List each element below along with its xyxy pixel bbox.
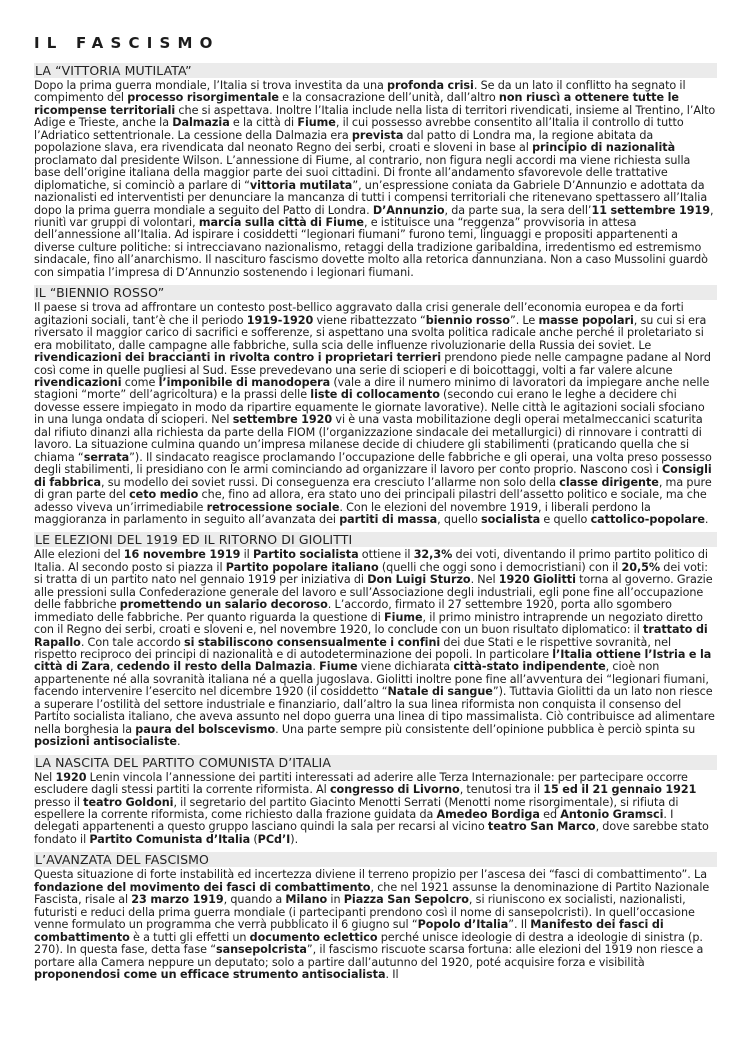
body-text: ”, un’espressione coniata da Gabriele D’Annunzio e adottata da nazionalisti ed interventisti per denunciare la mancanza di tutti i compensi territoriali che ritenevano spettassero all’Italia dopo la prima guerra mondiale a seguito del Patto di Londra. — [34, 178, 708, 217]
bold-text: Milano — [285, 893, 328, 907]
body-text: , ma pure di gran parte del — [34, 475, 712, 502]
section-body — [34, 772, 717, 847]
bold-text: D’Annunzio — [372, 203, 445, 217]
body-text: ”. Il — [508, 918, 531, 932]
bold-text: proponendosi come un efficace strumento antisocialista — [34, 968, 386, 981]
body-text: . Nel — [470, 573, 499, 587]
body-text: . Se da un lato il conflitto ha segnato il compimento del — [34, 79, 686, 105]
bold-text: città-stato indipendente — [453, 660, 606, 674]
body-text: viene dichiarata — [357, 660, 454, 674]
body-text: torna al governo. Grazie alle pressioni sulla Confederazione generale del lavoro e sull’Associazione degli industriali, egli pone fine all’occupazione delle fabbriche — [34, 573, 713, 612]
bold-text: non riuscì a ottenere tutte le ricompense territoriali — [34, 91, 679, 117]
sections-container — [34, 63, 717, 981]
body-text: in — [327, 893, 344, 907]
bold-text: 11 settembre 1919 — [591, 203, 710, 217]
body-text: perché unisce ideologie di destra a ideologie di sinistra (p. 270). In questa fase, detta fase “ — [34, 930, 703, 957]
bold-text: posizioni antisocialiste — [34, 735, 177, 749]
body-text: . — [312, 660, 320, 674]
section — [34, 852, 717, 981]
section — [34, 755, 717, 847]
bold-text: promettendo un salario decoroso — [119, 598, 328, 612]
bold-text: l’Italia ottiene l’Istria e la città di Zara — [34, 648, 712, 674]
bold-text: socialista — [480, 512, 541, 526]
bold-text: cedendo il resto della Dalmazia — [116, 660, 313, 674]
body-text: e la consacrazione dell’unità, dall’altro — [278, 91, 499, 105]
body-text: ”, il fascismo riscuote scarsa fortuna: alle elezioni del 1919 non riesce a portare alla Camera neppure un deputato; solo a partire dall’autunno del 1920, poté acquisire forza e visibilità — [34, 943, 704, 969]
bold-text: Popolo d’Italia — [417, 918, 509, 932]
bold-text: Partito popolare italiano — [225, 560, 379, 574]
body-text: prendono piede nelle campagne padane al Nord così come in quelle pugliesi al Sud. Esse prevedevano una serie di scioperi e di boicottaggi, volti a far valere alcune — [34, 351, 711, 377]
body-text: e la città di — [229, 116, 298, 130]
bold-text: serrata — [83, 450, 130, 464]
body-text: Questa situazione di forte instabilità ed incertezza diviene il terreno propizio per l’ascesa dei “fasci di combattimento”. La — [34, 868, 708, 882]
document-page — [34, 34, 717, 987]
bold-text: Fiume — [319, 660, 358, 674]
body-text: ottiene il — [358, 548, 414, 562]
bold-text: paura del bolscevismo — [135, 722, 276, 736]
section-heading: IL “BIENNIO ROSSO” — [34, 285, 717, 300]
document-title: IL FASCISMO — [34, 34, 220, 52]
body-text: , quando a — [223, 893, 286, 907]
bold-text: fondazione del movimento dei fasci di combattimento — [34, 880, 371, 894]
bold-text: profonda crisi — [387, 79, 474, 92]
bold-text: 15 ed il 21 gennaio 1921 — [543, 783, 697, 797]
body-text: Dopo la prima guerra mondiale, l’Italia si trova investita da una — [34, 79, 388, 92]
bold-text: l’imponibile di manodopera — [158, 375, 331, 389]
body-text: ”). Tuttavia Giolitti da un lato non riesce a superare l’ostilità del settore industriale e finanziario, dall’altro la sua linea riformista non conquista il consenso del Partito socialista italiano, che aveva assunto nel dopo guerra una linea di tipo massimalista. Ciò contribuisce ad alimentare nella borghesia la — [34, 685, 715, 736]
bold-text: teatro San Marco — [487, 820, 596, 834]
body-text: , riunitì var gruppi di volontari, — [34, 203, 714, 229]
body-text: . L’accordo, firmato il 27 settembre 1920, porta allo sgombero immediato delle fabbriche. Per quanto riguarda la questione di — [34, 598, 672, 624]
body-text: . Con tale accordo — [80, 635, 184, 649]
body-text: (vale a dire il numero minimo di lavoratori da impiegare anche nelle stagioni “morte” dell’agricoltura) e la prassi delle — [34, 375, 710, 402]
section-heading: LA NASCITA DEL PARTITO COMUNISTA D’ITALIA — [34, 755, 717, 770]
body-text: , tenutosi tra il — [459, 783, 544, 797]
body-text: , cioè non appartenente né alla sovranità italiana né a quella jugoslava. Giolitti inoltre pone fine all’avventura dei “legionari fiumani, facendo intervenire l’esercito nel dicembre 1920 (il cosiddetto “ — [34, 660, 709, 699]
body-text: , il primo ministro intraprende un negoziato diretto con il Regno dei serbi, croati e sloveni e, nel novembre 1920, lo conclude con un buon risultato diplomatico: il — [34, 610, 703, 637]
body-text: . — [176, 735, 181, 749]
section-body — [34, 302, 717, 526]
bold-text: masse popolari — [538, 313, 634, 327]
section-heading: LE ELEZIONI DEL 1919 ED IL RITORNO DI GIOLITTI — [34, 532, 717, 547]
body-text: , quello — [437, 512, 481, 526]
bold-text: ceto medio — [129, 488, 199, 502]
section-body — [34, 869, 717, 981]
body-text: presso il — [34, 795, 84, 809]
body-text: proclamato dal presidente Wilson. L’annessione di Fiume, al contrario, non figura negli accordi ma viene richiesta sulla base dell’origine italiana della maggior parte dei suoi cittadini. Di fronte all’andamento sfavorevole delle trattative diplomatiche, si cominciò a parlare di “ — [34, 153, 691, 192]
bold-text: 32,3% — [413, 548, 453, 562]
body-text: , si riuniscono ex socialisti, nazionalisti, futuristi e reduci della prima guerra mondiale (i partecipanti prendono così il nome di sansepolcristi). In quell’occasione venne formulato un programma che verrà pubblicato il 6 giugno sul “ — [34, 893, 695, 932]
bold-text: Manifesto dei fasci di combattimento — [34, 918, 664, 944]
section — [34, 285, 717, 526]
body-text: ed — [539, 808, 561, 822]
bold-text: 20,5% — [621, 560, 661, 574]
bold-text: 16 novembre 1919 — [123, 548, 241, 562]
body-text: Nel — [34, 770, 56, 784]
body-text: , il segretario del partito Giacinto Menotti Serrati (Menotti nome risorgimentale), si rifiuta di espellere la corrente riformista, come richiesto dalla frazione guidata da — [34, 795, 679, 822]
section — [34, 63, 717, 279]
body-text: viene ribattezzato “ — [313, 313, 426, 327]
body-text: , il cui possesso avrebbe consentito all’Italia il controllo di tutto l’Adriatico settentrionale. La cessione della Dalmazia era — [34, 116, 684, 142]
body-text: che si aspettava. Inoltre l’Italia include nella lista di territori rivendicati, insieme al Trentino, l’Alto Adige e Trieste, anche la — [34, 103, 716, 130]
section-heading: L’AVANZATA DEL FASCISMO — [34, 852, 717, 867]
bold-text: Consigli di fabbrica — [34, 463, 712, 489]
bold-text: retrocessione sociale — [206, 500, 340, 514]
bold-text: 23 marzo 1919 — [131, 893, 224, 907]
bold-text: processo risorgimentale — [127, 91, 279, 105]
bold-text: 1920 Giolitti — [498, 573, 576, 587]
bold-text: congresso di Livorno — [329, 783, 460, 797]
bold-text: Don Luigi Sturzo — [367, 573, 471, 587]
bold-text: Natale di sangue — [387, 685, 493, 699]
body-text: Alle elezioni del — [34, 548, 124, 562]
body-text: , su modello dei soviet russi. Di conseguenza era cresciuto l’allarme non solo della — [100, 475, 560, 489]
bold-text: prevista — [351, 128, 404, 142]
body-text: . Il — [385, 968, 399, 981]
bold-text: teatro Goldoni — [83, 795, 174, 809]
body-text: il — [240, 548, 253, 562]
bold-text: principio di nazionalità — [532, 141, 676, 155]
body-text: ( — [250, 832, 258, 846]
body-text: . Una parte sempre più consistente dell’opinione pubblica è perciò spinta su — [275, 722, 696, 736]
bold-text: 1920 — [55, 770, 87, 784]
body-text: , — [109, 660, 117, 674]
body-text: , e istituisce una “reggenza” provvisoria in attesa dell’annessione all’Italia. Ad ispirare i cosiddetti “legionari fiumani” furono temi, linguaggi e propositi appartenenti a diverse culture politiche: si intrecciavano nazionalismo, retaggi della tradizione garibaldina, irredentismo ed estremismo sindacale, fino all’anarchismo. Il nascituro fascismo dovette molto alla retorica dannunziana. Non a caso Mussolini guardò con simpatia l’impresa di D’Annunzio sostenendo i legionari fiumani. — [34, 215, 708, 279]
bold-text: biennio rosso — [425, 313, 510, 327]
body-text: dal patto di Londra ma, la regione abitata da popolazione slava, era rivendicata dal neonato Regno dei serbi, croati e sloveni in base al — [34, 128, 654, 155]
bold-text: settembre 1920 — [232, 413, 333, 427]
body-text: . — [704, 512, 709, 526]
body-text: , da parte sua, la sera dell’ — [444, 203, 592, 217]
bold-text: trattato di Rapallo — [34, 623, 708, 649]
body-text: Il paese si trova ad affrontare un contesto post-bellico aggravato dalla crisi generale dell’economia europea e da forti agitazioni sociali, tant’è che il periodo — [34, 301, 684, 327]
body-text: e quello — [540, 512, 591, 526]
body-text: Lenin vincola l’annessione dei partiti interessati ad aderire alle Terza Internazionale: per partecipare occorre escludere dagli stessi partiti la corrente riformista. Al — [34, 770, 688, 797]
bold-text: Fiume — [297, 116, 336, 130]
bold-text: vittoria mutilata — [249, 178, 353, 192]
body-text: , su cui si era riversato il maggior carico di sacrifici e sofferenze, si aspettano una svolta politica radicale anche perché il proletariato si era mobilitato, dalle campagne alle fabbriche, sulla scia delle influenze rivoluzionarie della Russia dei soviet. Le — [34, 313, 707, 352]
section — [34, 532, 717, 748]
section-body — [34, 549, 717, 748]
body-text: dei voti: si tratta di un partito nato nel gennaio 1919 per iniziativa di — [34, 560, 709, 587]
bold-text: rivendicazioni — [34, 375, 122, 389]
bold-text: partiti di massa — [339, 512, 438, 526]
bold-text: si stabiliscono consensualmente i confini — [183, 635, 441, 649]
bold-text: classe dirigente — [559, 475, 659, 489]
bold-text: marcia sulla città di Fiume — [198, 215, 364, 229]
body-text: che, fino ad allora, era stato uno dei principali pilastri dell’assetto politico e sociale, ma che adesso viveva un’irrimediabile — [34, 488, 707, 514]
bold-text: liste di collocamento — [310, 388, 440, 402]
bold-text: Antonio Gramsci — [560, 808, 664, 822]
body-text: ). — [290, 832, 299, 846]
body-text: ”). Il sindacato reagisce proclamando l’occupazione delle fabbriche e gli operai, una volta preso possesso degli stabilimenti, li presidiano con le armi cominciando ad organizzare il lavoro per conto proprio. Nascono così i — [34, 450, 712, 477]
body-text: dei due Stati e le rispettive sovranità, nel rispetto reciproco dei principi di nazionalità e di autodeterminazione dei popoli. In particolare — [34, 635, 672, 662]
body-text: . I delegati appartenenti a questo gruppo lasciano quindi la sala per recarsi al vicino — [34, 808, 674, 834]
bold-text: Partito socialista — [252, 548, 359, 562]
bold-text: rivendicazioni dei braccianti in rivolta contro i proprietari terrieri — [34, 351, 441, 365]
body-text: ”. Le — [509, 313, 539, 327]
body-text: , dove sarebbe stato fondato il — [34, 820, 709, 846]
body-text: come — [121, 375, 159, 389]
body-text: dei voti, diventando il primo partito politico di Italia. Al secondo posto si piazza il — [34, 548, 708, 574]
bold-text: Fiume — [384, 610, 423, 624]
bold-text: Amedeo Bordiga — [436, 808, 540, 822]
body-text: . Con le elezioni del novembre 1919, i liberali perdono la maggioranza in parlamento in seguito all’avanzata dei — [34, 500, 651, 526]
bold-text: Piazza San Sepolcro — [343, 893, 469, 907]
body-text: vi è una vasta mobilitazione degli operai metalmeccanici scaturita dal rifiuto dinanzi alla richiesta da parte della FIOM (l’organizzazione sindacale dei metallurgici) di rinnovare i contratti di lavoro. La situazione culmina quando un’impresa milanese decide di chiudere gli stabilimenti (praticando quella che si chiama “ — [34, 413, 703, 464]
bold-text: PCd’I — [257, 832, 291, 846]
section-body — [34, 80, 717, 279]
body-text: è a tutti gli effetti un — [129, 930, 250, 944]
bold-text: documento eclettico — [249, 930, 378, 944]
bold-text: Partito Comunista d’Italia — [89, 832, 251, 846]
bold-text: 1919-1920 — [246, 313, 314, 327]
body-text: (secondo cui erano le leghe a decidere chi dovesse essere impiegato in modo da ripartire equamente le giornate lavorative). Nelle città le agitazioni sociali sfociano in una lunga ondata di scioperi. Nel — [34, 388, 705, 427]
body-text: (quelli che oggi sono i democristiani) con il — [378, 560, 622, 574]
body-text: , che nel 1921 assunse la denominazione di Partito Nazionale Fascista, risale al — [34, 880, 710, 907]
bold-text: cattolico-popolare — [590, 512, 705, 526]
bold-text: sansepolcrista — [215, 943, 307, 957]
bold-text: Dalmazia — [172, 116, 230, 130]
section-heading: LA “VITTORIA MUTILATA” — [34, 63, 717, 78]
